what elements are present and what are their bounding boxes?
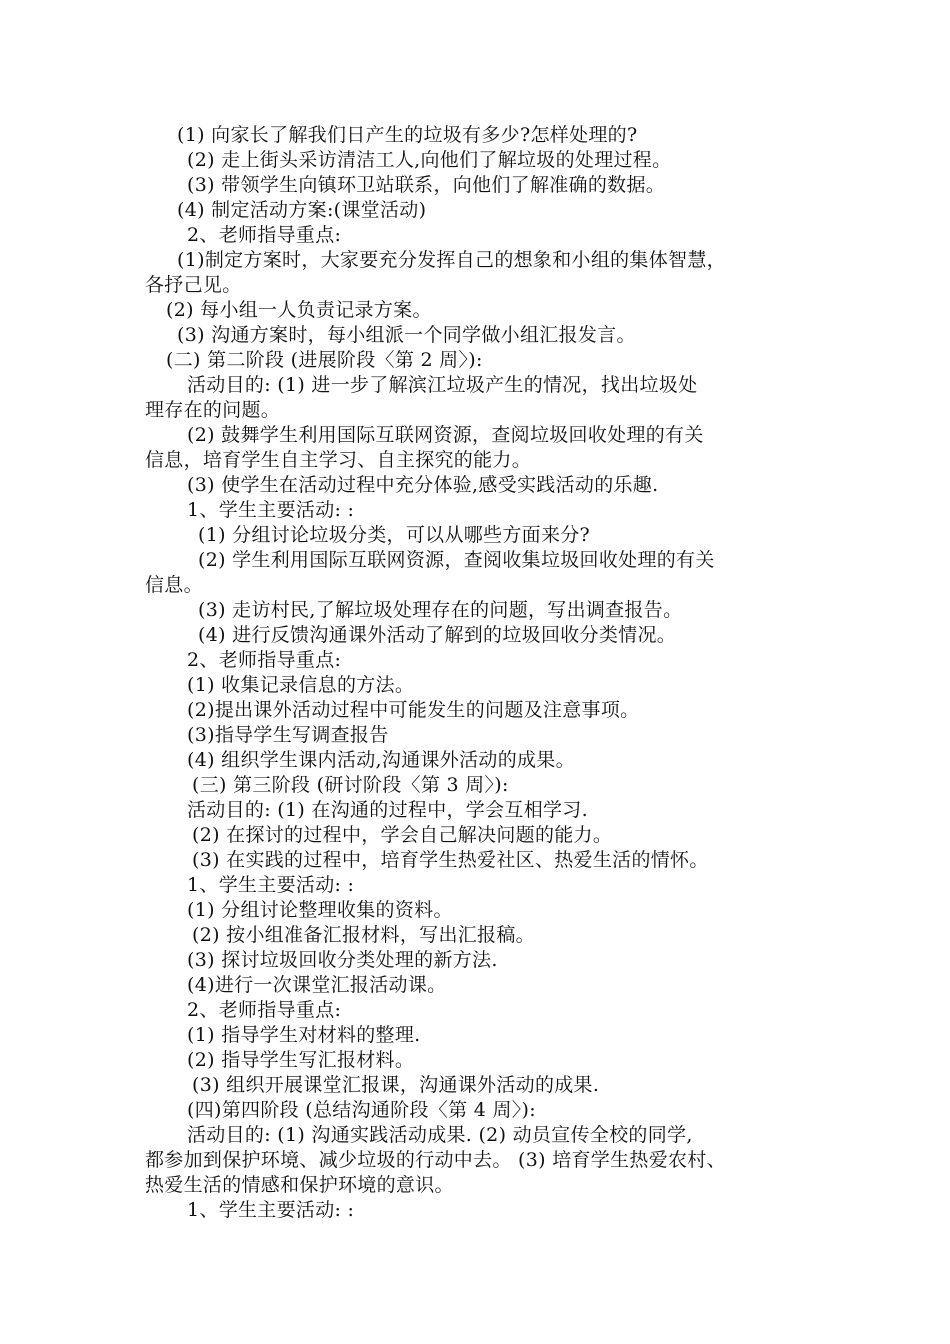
text-line: (3)指导学生写调查报告 bbox=[187, 724, 389, 746]
text-line: 2、老师指导重点: bbox=[187, 649, 342, 671]
text-line: (3) 探讨垃圾回收分类处理的新方法. bbox=[187, 949, 498, 971]
text-line: 活动目的: (1) 进一步了解滨江垃圾产生的情况，找出垃圾处 bbox=[187, 374, 698, 396]
text-line: 活动目的: (1) 在沟通的过程中，学会互相学习. bbox=[187, 799, 588, 821]
text-line: (1) 分组讨论垃圾分类，可以从哪些方面来分? bbox=[198, 524, 591, 546]
text-line: (1) 分组讨论整理收集的资料。 bbox=[187, 899, 453, 921]
text-line: (1) 指导学生对材料的整理. bbox=[187, 1024, 421, 1046]
section-heading: (二) 第二阶段 (进展阶段〈第 2 周〉): bbox=[166, 349, 483, 371]
text-line: (1) 收集记录信息的方法。 bbox=[187, 674, 415, 696]
text-line: 热爱生活的情感和保护环境的意识。 bbox=[145, 1174, 454, 1196]
text-line: (3) 带领学生向镇环卫站联系，向他们了解准确的数据。 bbox=[187, 174, 666, 196]
text-line: (2) 走上街头采访清洁工人,向他们了解垃圾的处理过程。 bbox=[187, 149, 672, 171]
text-line: 各抒己见。 bbox=[145, 274, 242, 296]
text-line: (2) 在探讨的过程中，学会自己解决问题的能力。 bbox=[192, 824, 613, 846]
text-line: 1、学生主要活动: : bbox=[187, 499, 355, 521]
text-line: (4)进行一次课堂汇报活动课。 bbox=[187, 974, 447, 996]
text-line: 信息，培育学生自主学习、自主探究的能力。 bbox=[145, 449, 532, 471]
text-line: (3) 在实践的过程中，培育学生热爱社区、热爱生活的情怀。 bbox=[192, 849, 709, 871]
text-line: 都参加到保护环境、减少垃圾的行动中去。 (3) 培育学生热爱农村、 bbox=[145, 1149, 726, 1171]
text-line: 1、学生主要活动: : bbox=[187, 1199, 355, 1221]
text-line: 信息。 bbox=[145, 574, 203, 596]
text-line: (2) 学生利用国际互联网资源，查阅收集垃圾回收处理的有关 bbox=[198, 549, 715, 571]
section-heading: (四)第四阶段 (总结沟通阶段〈第 4 周〉): bbox=[187, 1099, 536, 1121]
text-line: (3) 走访村民,了解垃圾处理存在的问题，写出调查报告。 bbox=[198, 599, 683, 621]
section-heading: (三) 第三阶段 (研讨阶段〈第 3 周〉): bbox=[192, 774, 509, 796]
text-line: (3) 组织开展课堂汇报课，沟通课外活动的成果. bbox=[192, 1074, 600, 1096]
text-line: (1) 向家长了解我们日产生的垃圾有多少?怎样处理的? bbox=[177, 124, 638, 146]
text-line: (4) 组织学生课内活动,沟通课外活动的成果。 bbox=[187, 749, 575, 771]
text-line: 2、老师指导重点: bbox=[187, 999, 342, 1021]
text-line: 理存在的问题。 bbox=[145, 399, 281, 421]
text-line: 2、老师指导重点: bbox=[187, 224, 342, 246]
text-line: (2) 按小组准备汇报材料，写出汇报稿。 bbox=[192, 924, 535, 946]
text-line: (3) 使学生在活动过程中充分体验,感受实践活动的乐趣. bbox=[187, 474, 659, 496]
text-line: (4) 进行反馈沟通课外活动了解到的垃圾回收分类情况。 bbox=[198, 624, 677, 646]
text-line: 活动目的: (1) 沟通实践活动成果. (2) 动员宣传全校的同学, bbox=[187, 1124, 693, 1146]
text-line: (2) 鼓舞学生利用国际互联网资源，查阅垃圾回收处理的有关 bbox=[187, 424, 704, 446]
text-line: 1、学生主要活动: : bbox=[187, 874, 355, 896]
text-line: (4) 制定活动方案:(课堂活动) bbox=[177, 199, 427, 221]
text-line: (1)制定方案时，大家要充分发挥自己的想象和小组的集体智慧， bbox=[177, 249, 726, 271]
text-line: (2) 每小组一人负责记录方案。 bbox=[166, 299, 432, 321]
text-line: (2)提出课外活动过程中可能发生的问题及注意事项。 bbox=[187, 699, 640, 721]
text-line: (3) 沟通方案时，每小组派一个同学做小组汇报发言。 bbox=[177, 324, 636, 346]
text-line: (2) 指导学生写汇报材料。 bbox=[187, 1049, 415, 1071]
